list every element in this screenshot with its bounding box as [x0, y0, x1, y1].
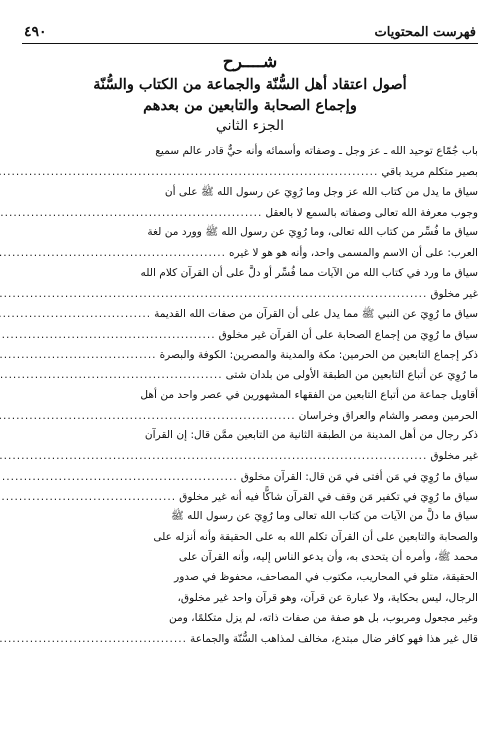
- dot-leader: [0, 284, 430, 304]
- toc-entry-text: ما رُوِيَ عن أتباع التابعين من الطبقة الأولى من بلدان شتى: [225, 369, 478, 382]
- dot-leader: [0, 446, 430, 466]
- toc-entry-final-line: [22, 283, 478, 303]
- toc-entry-text: سياق ما رُوِيَ من إجماع الصحابة على أن القرآن غير مخلوق: [218, 328, 478, 341]
- toc-entry-text: سياق ما رُوِيَ عن النبي ﷺ مما يدل على أن القرآن من صفات الله القديمة: [154, 308, 478, 321]
- toc-entry-text-line: والصحابة والتابعين على أن القرآن تكلم الله به على الحقيقة وأنه أنزله على: [153, 530, 478, 543]
- toc-entry-text-line: وغير مجعول ومربوب، بل هو صفة من صفات ذاته، لم يزل متكلمًا، ومن: [168, 611, 478, 624]
- toc-entry: [22, 344, 478, 364]
- toc-entry-text-line: ذكر رجال من أهل المدينة من الطبقة الثانية من التابعين ممَّن قال: إن القرآن: [144, 429, 478, 442]
- toc-entry-final-line: [22, 628, 478, 648]
- toc-entry-text: العرب: على أن الاسم والمسمى واحد، وأنه هو هو لا غيره: [228, 247, 478, 260]
- toc-entry-final-line: [22, 344, 478, 364]
- toc-entry-final-line: [22, 303, 478, 323]
- toc-entry: [22, 506, 478, 648]
- dot-leader: [0, 629, 190, 649]
- table-of-contents: [22, 141, 478, 648]
- dot-leader: [0, 304, 154, 324]
- toc-entry-text: وجوب معرفة الله تعالى وصفاته بالسمع لا بالعقل: [265, 206, 478, 219]
- toc-entry: [22, 324, 478, 344]
- toc-entry: [22, 486, 478, 506]
- toc-entry: [22, 466, 478, 486]
- page-number: ٤٩٠: [24, 24, 47, 40]
- running-title: فهرست المحتويات: [374, 25, 476, 40]
- toc-entry-final-line: [22, 364, 478, 384]
- toc-entry-text-line: محمد ﷺ، وأمره أن يتحدى به، وأن يدعو الناس إليه، وأنه القرآن على: [178, 550, 478, 563]
- toc-entry: [22, 425, 478, 466]
- toc-entry-final-line: [22, 486, 478, 506]
- heading-part-label: الجزء الثاني: [215, 118, 285, 134]
- toc-entry-final-line: [22, 405, 478, 425]
- heading-title-line-2: وإجماع الصحابة والتابعين من بعدهم: [143, 97, 357, 114]
- dot-leader: [0, 467, 241, 487]
- dot-leader: [0, 325, 219, 345]
- dot-leader: [0, 345, 160, 365]
- toc-entry-text: ذكر إجماع التابعين من الحرمين: مكة والمدينة والمصرين: الكوفة والبصرة: [159, 348, 478, 361]
- toc-entry-final-line: [22, 445, 478, 465]
- toc-entry-text: غير مخلوق: [430, 288, 478, 301]
- toc-entry-text: بصير متكلم مريد باقي: [381, 166, 478, 179]
- toc-entry-final-line: [22, 161, 478, 181]
- toc-entry-text: غير مخلوق: [430, 450, 478, 463]
- toc-entry-text-line: سياق ما دلَّ من الآيات من كتاب الله تعالى وما رُوِيَ عن رسول الله ﷺ: [171, 510, 478, 523]
- toc-entry-text: قال غير هذا فهو كافر ضال مبتدع، مخالف لمذاهب السُّنّة والجماعة: [190, 633, 478, 646]
- section-heading: [22, 51, 478, 137]
- toc-entry-final-line: [22, 324, 478, 344]
- toc-entry-text-line: سياق ما فُسِّر من كتاب الله تعالى، وما رُوِيَ عن رسول الله ﷺ وورد من لغة: [147, 226, 478, 239]
- toc-entry: [22, 303, 478, 323]
- toc-entry-text-line: باب جُمّاع توحيد الله ـ عز وجل ـ وصفاته وأسمائه وأنه حيٌّ قادر عالم سميع: [155, 145, 478, 157]
- toc-entry: [22, 263, 478, 304]
- dot-leader: [0, 487, 179, 507]
- dot-leader: [0, 203, 265, 223]
- heading-title-line-1: أصول اعتقاد أهل السُّنّة والجماعة من الكتاب والسُّنّة: [93, 76, 407, 93]
- toc-entry: [22, 364, 478, 384]
- toc-entry-text: الحرمين ومصر والشام والعراق وخراسان: [298, 409, 478, 422]
- toc-entry: [22, 141, 478, 182]
- toc-entry-text-line: سياق ما يدل من كتاب الله عز وجل وما رُوِيَ عن رسول الله ﷺ على أن: [164, 185, 478, 198]
- toc-entry-final-line: [22, 202, 478, 222]
- toc-entry-final-line: [22, 466, 478, 486]
- toc-entry-text-line: أقاويل جماعة من أتباع التابعين من الفقهاء المشهورين في عصر واحد من أهل: [140, 388, 478, 401]
- dot-leader: [0, 243, 229, 263]
- dot-leader: [0, 406, 299, 426]
- toc-entry-text: سياق ما رُوِيَ في مَن أفتى في مَن قال: القرآن مخلوق: [240, 470, 478, 483]
- toc-entry: [22, 182, 478, 223]
- running-header: [22, 18, 478, 44]
- heading-sharh: شــــرح: [222, 52, 278, 72]
- toc-entry-text-line: سياق ما ورد في كتاب الله من الآيات مما فُسِّر أو دلَّ على أن القرآن كلام الله: [140, 266, 478, 279]
- toc-entry-text-line: الحقيقة، متلو في المحاريب، مكتوب في المصاحف، محفوظ في صدور: [174, 571, 478, 584]
- toc-entry: [22, 222, 478, 263]
- dot-leader: [0, 365, 226, 385]
- toc-entry-final-line: [22, 242, 478, 262]
- toc-entry-text-line: الرجال، ليس بحكاية، ولا عبارة عن قرآن، وهو قرآن واحد غير مخلوق،: [177, 591, 478, 604]
- toc-entry-text: سياق ما رُوِيَ في تكفير مَن وقف في القرآن شاكًّا فيه أنه غير مخلوق: [179, 491, 478, 504]
- toc-entry: [22, 385, 478, 426]
- dot-leader: [0, 162, 381, 182]
